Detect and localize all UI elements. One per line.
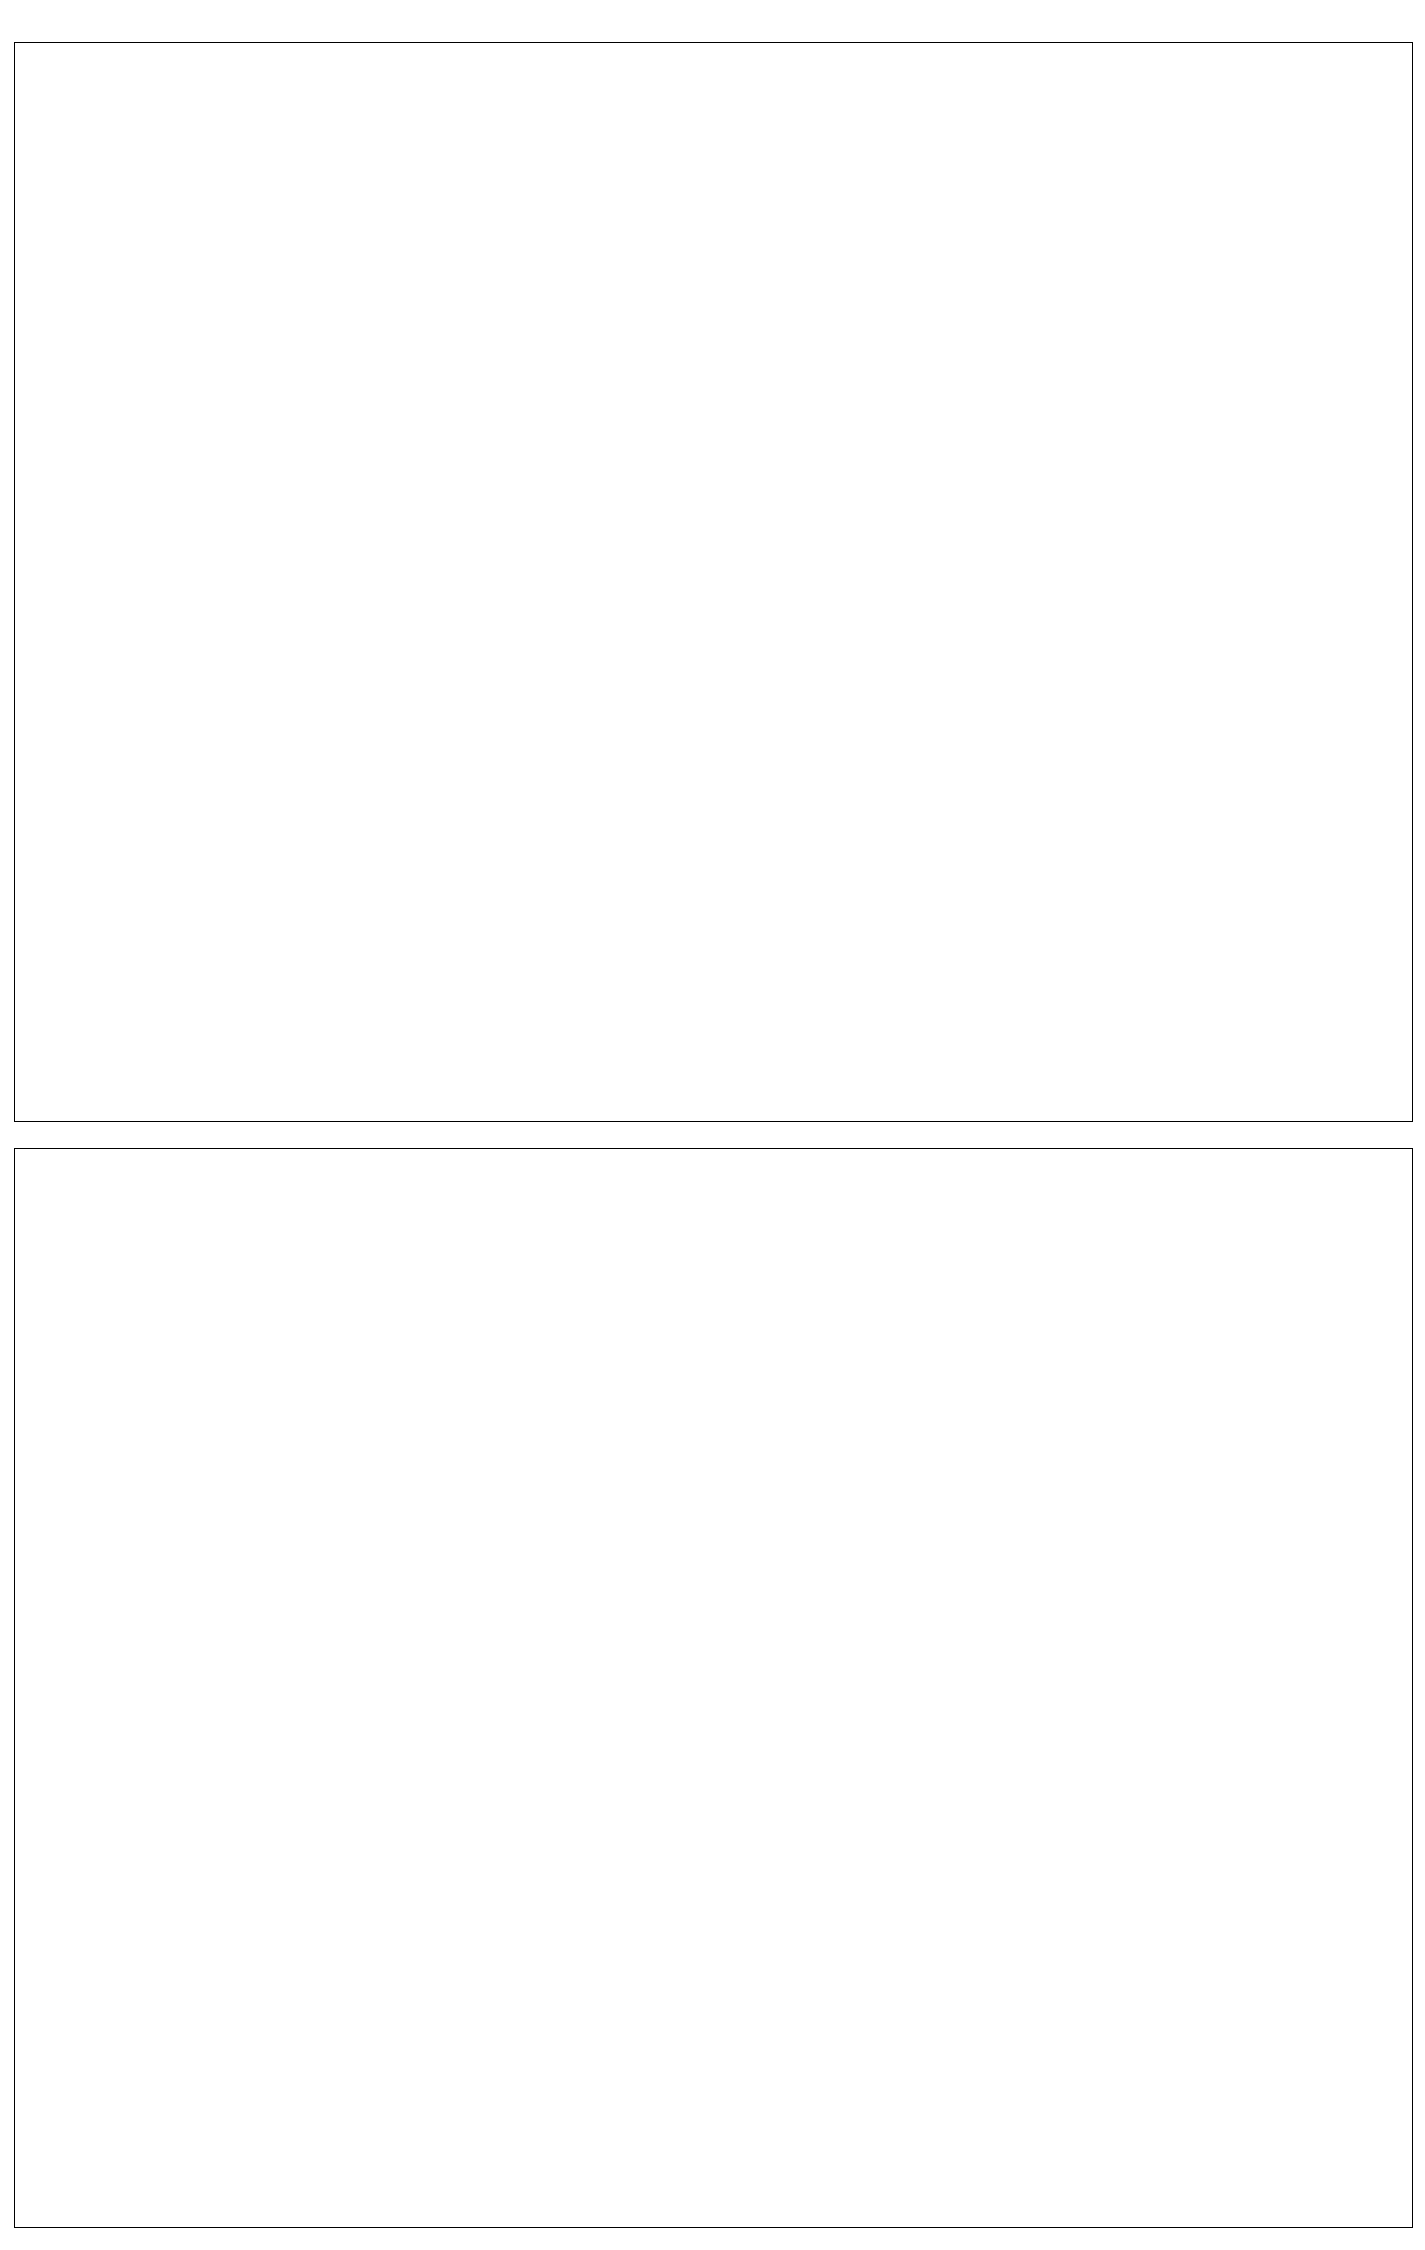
down-footprints-map [15,43,1413,1122]
down-footprints-panel [14,42,1413,1122]
conjugate-footprints-map [15,1149,1413,2228]
conjugate-footprints-panel [14,1148,1413,2228]
